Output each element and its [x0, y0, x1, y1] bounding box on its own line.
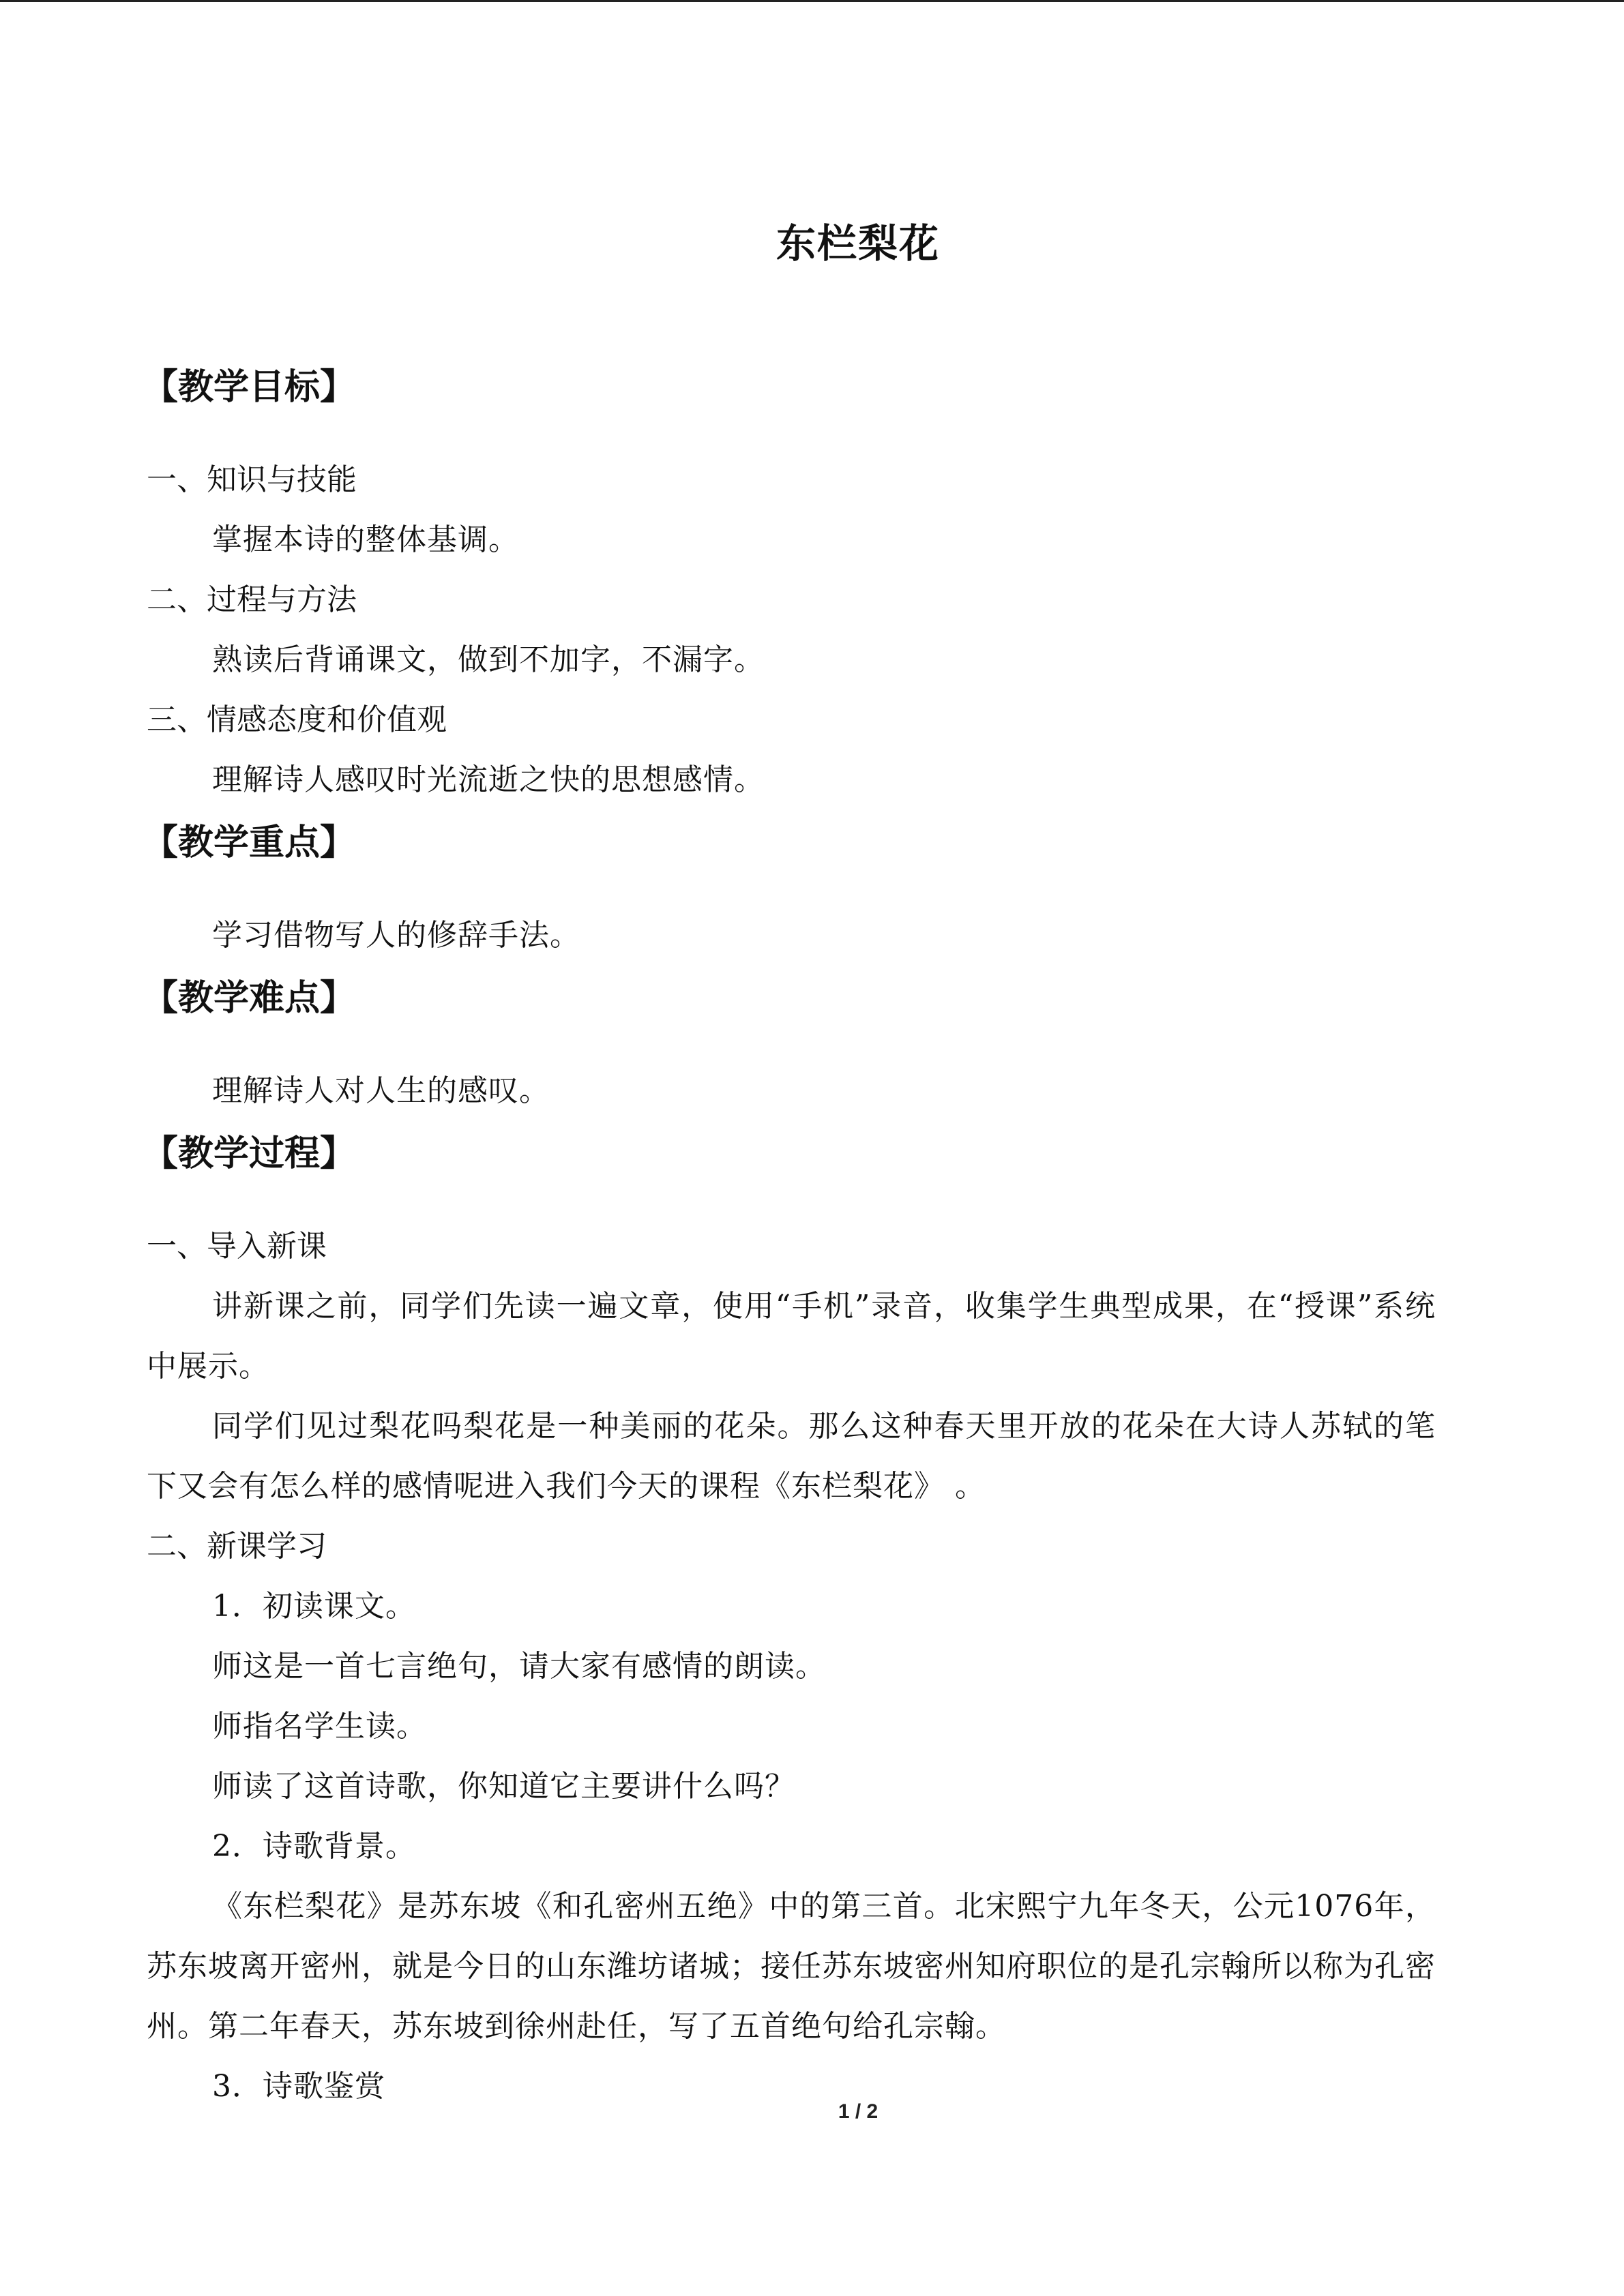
process-line-7: 3．诗歌鉴赏 [212, 2069, 385, 2104]
section-heading-difficulties: 【教学难点】 [143, 977, 356, 1019]
spacer [147, 1187, 1436, 1217]
process-intro-paragraph-1: 讲新课之前，同学们先读一遍文章，使用“手机”录音，收集学生典型成果，在“授课”系统中展示。 [147, 1289, 1436, 1384]
goal-subhead-3: 三、情感态度和价值观 [147, 702, 447, 737]
process-line-5: 2．诗歌背景。 [212, 1829, 416, 1864]
spacer [147, 1031, 1436, 1061]
key-points-text: 学习借物写人的修辞手法。 [212, 918, 580, 953]
goal-subhead-1: 一、知识与技能 [147, 462, 357, 497]
section-heading-process: 【教学过程】 [143, 1133, 356, 1174]
process-subhead-1: 一、导入新课 [147, 1229, 327, 1264]
process-subhead-2: 二、新课学习 [147, 1529, 327, 1564]
spacer [147, 420, 1436, 450]
goal-text-2: 熟读后背诵课文，做到不加字，不漏字。 [212, 642, 765, 677]
spacer [147, 876, 1436, 906]
page-number: 1 / 2 [838, 2100, 879, 2123]
section-heading-key-points: 【教学重点】 [143, 822, 356, 863]
process-line-4: 师读了这首诗歌，你知道它主要讲什么吗？ [212, 1769, 795, 1804]
process-line-6-background: 《东栏梨花》是苏东坡《和孔密州五绝》中的第三首。北宋熙宁九年冬天，公元1076年，苏东坡离开密州，就是今日的山东潍坊诸城；接任苏东坡密州知府职位的是孔宗翰所以称为孔密州。第二年春天，苏东坡到徐州赴任，写了五首绝句给孔宗翰。 [147, 1889, 1436, 2044]
process-line-2: 师这是一首七言绝句，请大家有感情的朗读。 [212, 1649, 826, 1684]
difficulties-text: 理解诗人对人生的感叹。 [212, 1073, 550, 1108]
process-line-3: 师指名学生读。 [212, 1709, 427, 1744]
section-heading-goals: 【教学目标】 [143, 366, 356, 408]
document-title: 东栏梨花 [776, 220, 940, 267]
goal-text-1: 掌握本诗的整体基调。 [212, 522, 519, 557]
goal-text-3: 理解诗人感叹时光流逝之快的思想感情。 [212, 762, 765, 797]
process-line-1: 1．初读课文。 [212, 1589, 416, 1624]
process-intro-paragraph-2: 同学们见过梨花吗梨花是一种美丽的花朵。那么这种春天里开放的花朵在大诗人苏轼的笔下又会有怎么样的感情呢进入我们今天的课程《东栏梨花》 。 [147, 1409, 1436, 1504]
goal-subhead-2: 二、过程与方法 [147, 582, 357, 617]
document-body [143, 355, 1436, 2117]
